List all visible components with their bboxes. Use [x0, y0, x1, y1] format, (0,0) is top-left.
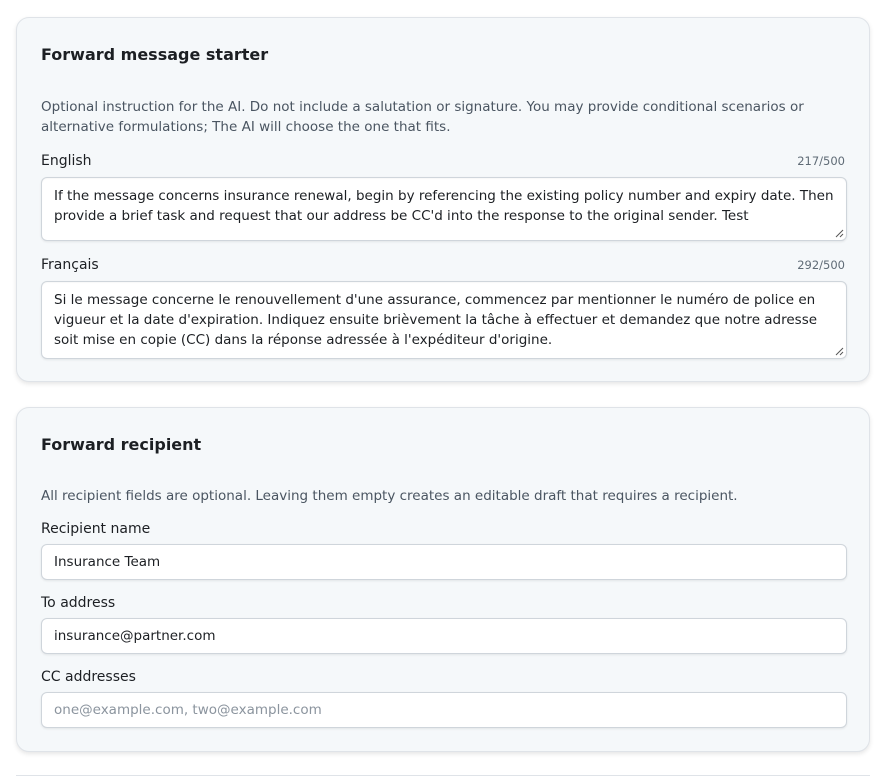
english-starter-textarea[interactable] — [41, 177, 847, 241]
to-address-label: To address — [41, 595, 116, 611]
forward-message-starter-title: Forward message starter — [41, 45, 269, 64]
forward-recipient-description: All recipient fields are optional. Leaving them empty creates an editable draft that requires a recipient. — [41, 488, 738, 504]
french-starter-textarea[interactable] — [41, 281, 847, 359]
cc-addresses-input[interactable] — [41, 692, 847, 728]
english-label: English — [41, 153, 92, 169]
english-char-counter: 217/500 — [797, 154, 845, 168]
to-address-input[interactable] — [41, 618, 847, 654]
french-starter-text: Si le message concerne le renouvellement d'une assurance, commencez par mentionner le numéro de police en vigueur et la date d'expiration. Indiquez ensuite brièvement la tâche à effectuer et demandez que notre adresse soit mise en copie (CC) dans la réponse adressée à l'expéditeur d'origine. — [54, 292, 818, 348]
english-starter-text: If the message concerns insurance renewal, begin by referencing the existing policy number and expiry date. Then provide a brief task and request that our address be CC'd into the response to the original sender. Test — [54, 188, 834, 224]
french-char-counter: 292/500 — [797, 258, 845, 272]
forward-message-starter-description: Optional instruction for the AI. Do not include a salutation or signature. You may provide conditional scenarios or alternative formulations; The AI will choose the one that fits. — [41, 99, 804, 135]
recipient-name-input[interactable] — [41, 544, 847, 580]
forward-message-starter-card — [16, 17, 870, 382]
cc-addresses-label: CC addresses — [41, 669, 136, 685]
french-label: Français — [41, 257, 99, 273]
forward-recipient-title: Forward recipient — [41, 435, 202, 454]
recipient-name-label: Recipient name — [41, 521, 151, 537]
resize-handle-icon[interactable] — [835, 347, 844, 356]
resize-handle-icon[interactable] — [835, 229, 844, 238]
next-card-edge — [16, 775, 870, 776]
forward-recipient-card — [16, 407, 870, 752]
